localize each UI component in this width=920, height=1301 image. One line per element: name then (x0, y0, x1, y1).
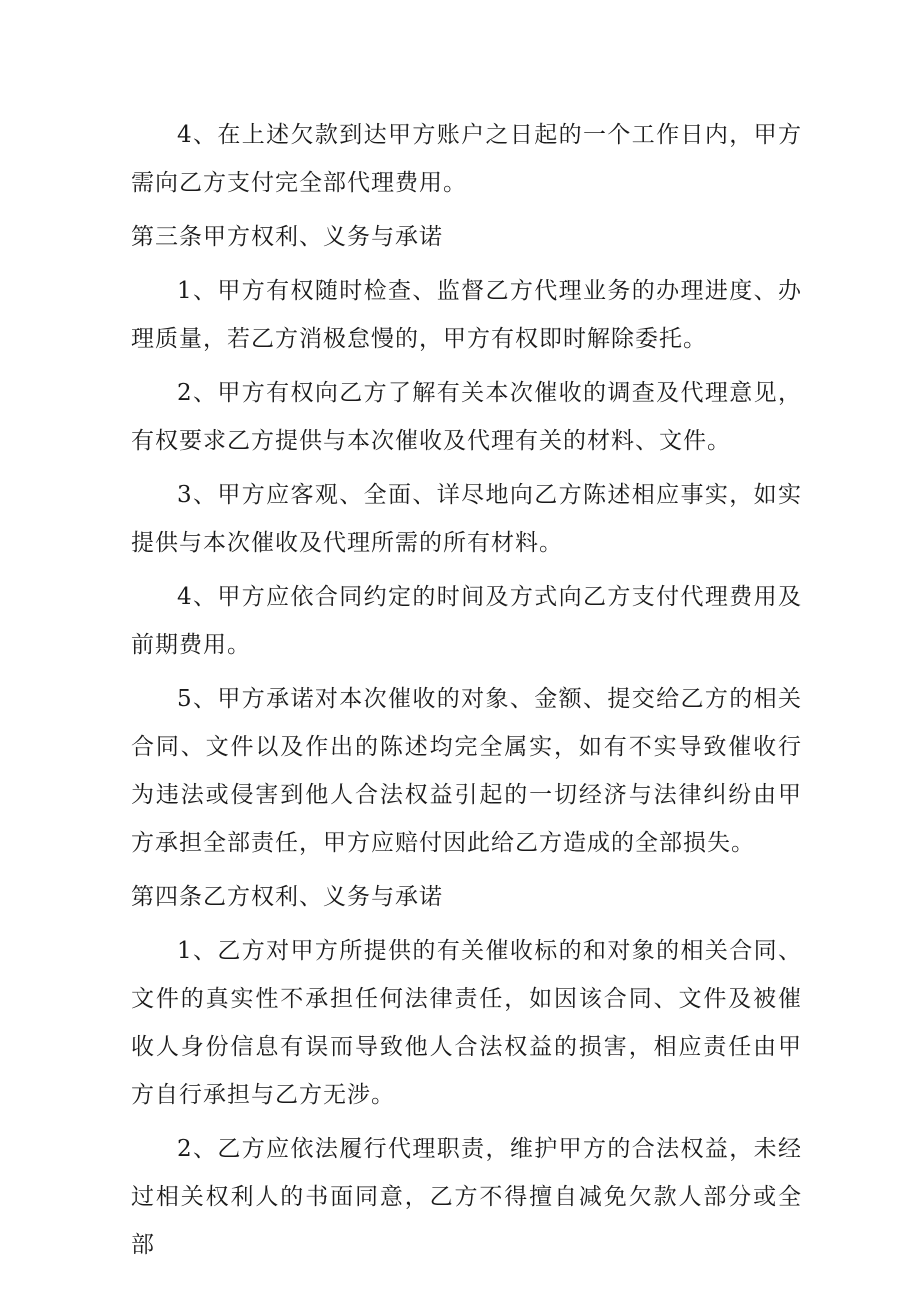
clause-paragraph: 2、乙方应依法履行代理职责，维护甲方的合法权益，未经过相关权利人的书面同意，乙方不得擅自减免欠款人部分或全部 (131, 1136, 802, 1258)
article-heading: 第三条甲方权利、义务与承诺 (131, 224, 443, 250)
clause-paragraph: 5、甲方承诺对本次催收的对象、金额、提交给乙方的相关合同、文件以及作出的陈述均完全属实，如有不实导致催收行为违法或侵害到他人合法权益引起的一切经济与法律纠纷由甲方承担全部责任，甲方应赔付因此给乙方造成的全部损失。 (131, 686, 802, 856)
clause-paragraph: 1、乙方对甲方所提供的有关催收标的和对象的相关合同、文件的真实性不承担任何法律责任，如因该合同、文件及被催收人身份信息有误而导致他人合法权益的损害，相应责任由甲方自行承担与乙方无涉。 (131, 938, 802, 1108)
clause-paragraph: 1、甲方有权随时检查、监督乙方代理业务的办理进度、办理质量，若乙方消极怠慢的，甲方有权即时解除委托。 (131, 278, 802, 352)
clause-paragraph: 2、甲方有权向乙方了解有关本次催收的调查及代理意见，有权要求乙方提供与本次催收及代理有关的材料、文件。 (131, 380, 802, 454)
clause-paragraph: 4、甲方应依合同约定的时间及方式向乙方支付代理费用及前期费用。 (131, 584, 802, 658)
article-heading: 第四条乙方权利、义务与承诺 (131, 884, 443, 910)
clause-paragraph: 4、在上述欠款到达甲方账户之日起的一个工作日内，甲方需向乙方支付完全部代理费用。 (131, 122, 802, 196)
clause-paragraph: 3、甲方应客观、全面、详尽地向乙方陈述相应事实，如实提供与本次催收及代理所需的所有材料。 (131, 482, 802, 556)
